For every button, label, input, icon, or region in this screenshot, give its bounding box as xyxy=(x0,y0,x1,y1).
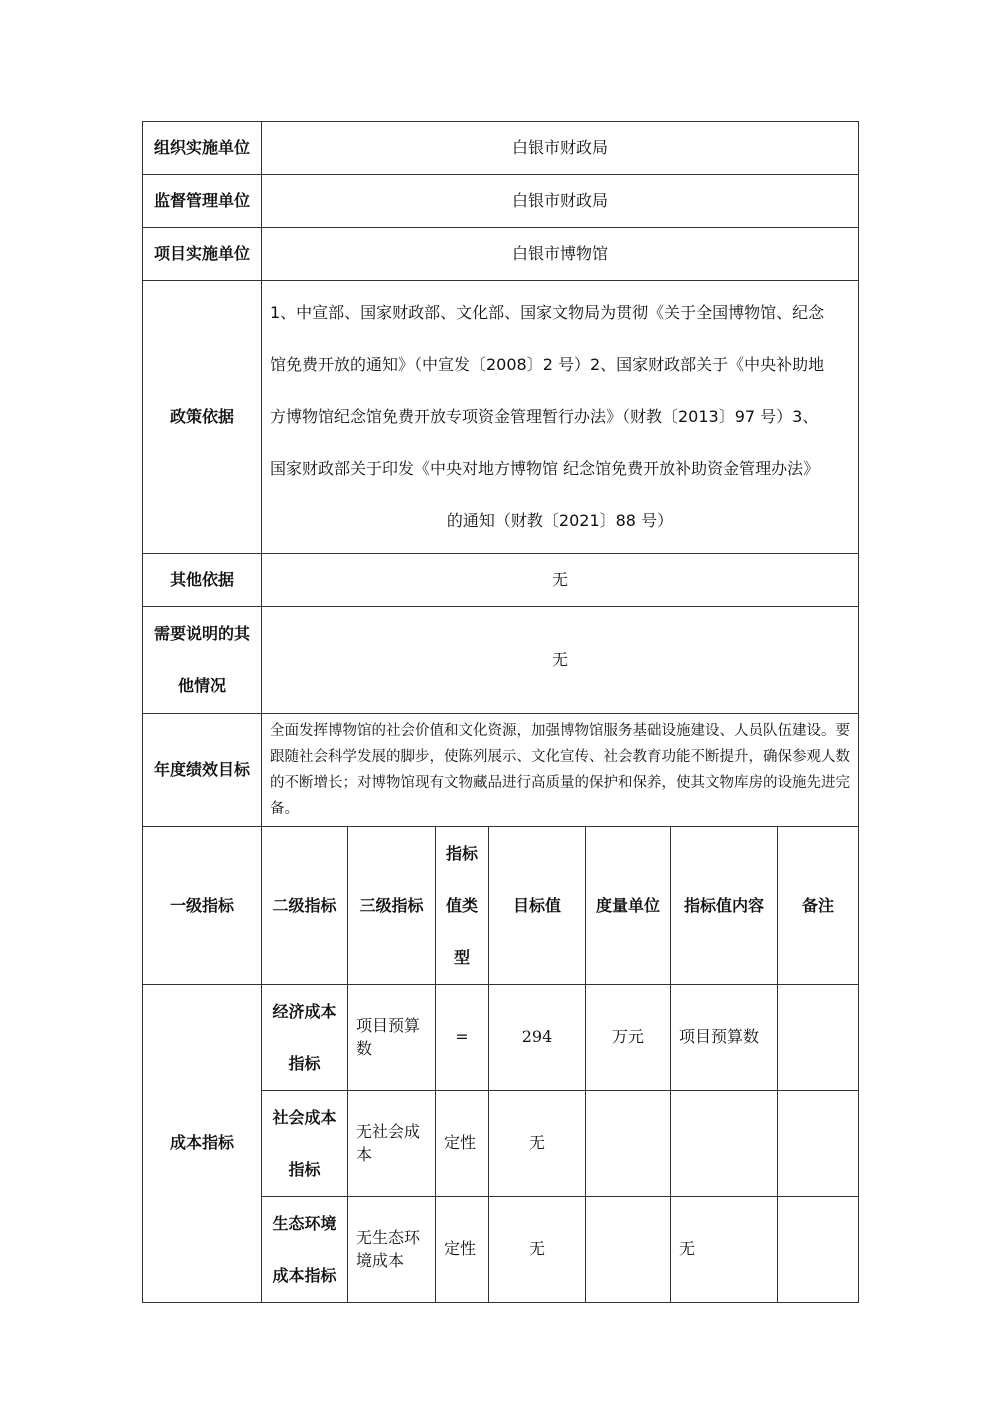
target-cell: 无 xyxy=(489,1197,586,1303)
row-other-notes xyxy=(143,607,859,714)
annual-goal-value: 全面发挥博物馆的社会价值和文化资源，加强博物馆服务基础设施建设、人员队伍建设。要跟随社会科学发展的脚步，使陈列展示、文化宣传、社会教育功能不断提升，确保参观人数的不断增长；对博物馆现有文物藏品进行高质量的保护和保养，使其文物库房的设施先进完备。 xyxy=(262,714,859,827)
header-level3: 三级指标 xyxy=(348,827,436,985)
value-type-cell: = xyxy=(436,985,489,1091)
supervise-unit-value: 白银市财政局 xyxy=(262,175,859,228)
target-cell: 294 xyxy=(489,985,586,1091)
level2-line: 社会成本 xyxy=(272,1107,337,1127)
header-value-type-line: 值类 xyxy=(445,895,478,915)
impl-unit-label: 项目实施单位 xyxy=(143,228,262,281)
level2-cell xyxy=(262,1091,348,1197)
header-level2: 二级指标 xyxy=(262,827,348,985)
level3-cell: 项目预算数 xyxy=(348,985,436,1091)
performance-target-table xyxy=(142,121,859,1303)
header-remark: 备注 xyxy=(778,827,859,985)
cost-row-economic xyxy=(143,985,859,1091)
value-type-cell: 定性 xyxy=(436,1091,489,1197)
header-level1: 一级指标 xyxy=(143,827,262,985)
policy-line: 馆免费开放的通知》（中宣发〔2008〕2 号）2、国家财政部关于《中央补助地 xyxy=(270,355,825,374)
level2-cell xyxy=(262,985,348,1091)
level2-line: 经济成本 xyxy=(272,1001,337,1021)
row-other-basis xyxy=(143,554,859,607)
row-org-unit xyxy=(143,122,859,175)
row-impl-unit xyxy=(143,228,859,281)
header-value-type-line: 型 xyxy=(453,947,470,967)
unit-cell xyxy=(586,1091,671,1197)
org-unit-label: 组织实施单位 xyxy=(143,122,262,175)
header-unit: 度量单位 xyxy=(586,827,671,985)
level2-line: 指标 xyxy=(288,1053,321,1073)
level3-cell: 无社会成本 xyxy=(348,1091,436,1197)
remark-cell xyxy=(778,1091,859,1197)
header-content: 指标值内容 xyxy=(671,827,778,985)
unit-cell: 万元 xyxy=(586,985,671,1091)
other-basis-value: 无 xyxy=(262,554,859,607)
level2-cell xyxy=(262,1197,348,1303)
policy-label: 政策依据 xyxy=(143,281,262,554)
policy-line: 的通知（财教〔2021〕88 号） xyxy=(446,511,674,530)
level2-line: 生态环境 xyxy=(272,1213,337,1233)
remark-cell xyxy=(778,1197,859,1303)
other-basis-label: 其他依据 xyxy=(143,554,262,607)
level2-line: 指标 xyxy=(288,1159,321,1179)
other-notes-label-line: 需要说明的其 xyxy=(153,624,250,643)
row-annual-goal xyxy=(143,714,859,827)
org-unit-value: 白银市财政局 xyxy=(262,122,859,175)
supervise-unit-label: 监督管理单位 xyxy=(143,175,262,228)
policy-value xyxy=(262,281,859,554)
row-policy xyxy=(143,281,859,554)
other-notes-value: 无 xyxy=(262,607,859,714)
policy-line: 国家财政部关于印发《中央对地方博物馆 纪念馆免费开放补助资金管理办法》 xyxy=(270,459,820,478)
remark-cell xyxy=(778,985,859,1091)
other-notes-label-line: 他情况 xyxy=(177,676,226,695)
value-type-cell: 定性 xyxy=(436,1197,489,1303)
header-value-type-line: 指标 xyxy=(445,843,478,863)
cost-group-label: 成本指标 xyxy=(143,985,262,1303)
header-value-type xyxy=(436,827,489,985)
annual-goal-label: 年度绩效目标 xyxy=(143,714,262,827)
level3-cell: 无生态环境成本 xyxy=(348,1197,436,1303)
content-cell: 无 xyxy=(671,1197,778,1303)
impl-unit-value: 白银市博物馆 xyxy=(262,228,859,281)
header-target: 目标值 xyxy=(489,827,586,985)
level2-line: 成本指标 xyxy=(272,1265,337,1285)
other-notes-label xyxy=(143,607,262,714)
content-cell xyxy=(671,1091,778,1197)
unit-cell xyxy=(586,1197,671,1303)
content-cell: 项目预算数 xyxy=(671,985,778,1091)
indicator-header-row xyxy=(143,827,859,985)
policy-line: 1、中宣部、国家财政部、文化部、国家文物局为贯彻《关于全国博物馆、纪念 xyxy=(270,303,825,322)
row-supervise-unit xyxy=(143,175,859,228)
policy-line: 方博物馆纪念馆免费开放专项资金管理暂行办法》（财教〔2013〕97 号）3、 xyxy=(270,407,819,426)
target-cell: 无 xyxy=(489,1091,586,1197)
